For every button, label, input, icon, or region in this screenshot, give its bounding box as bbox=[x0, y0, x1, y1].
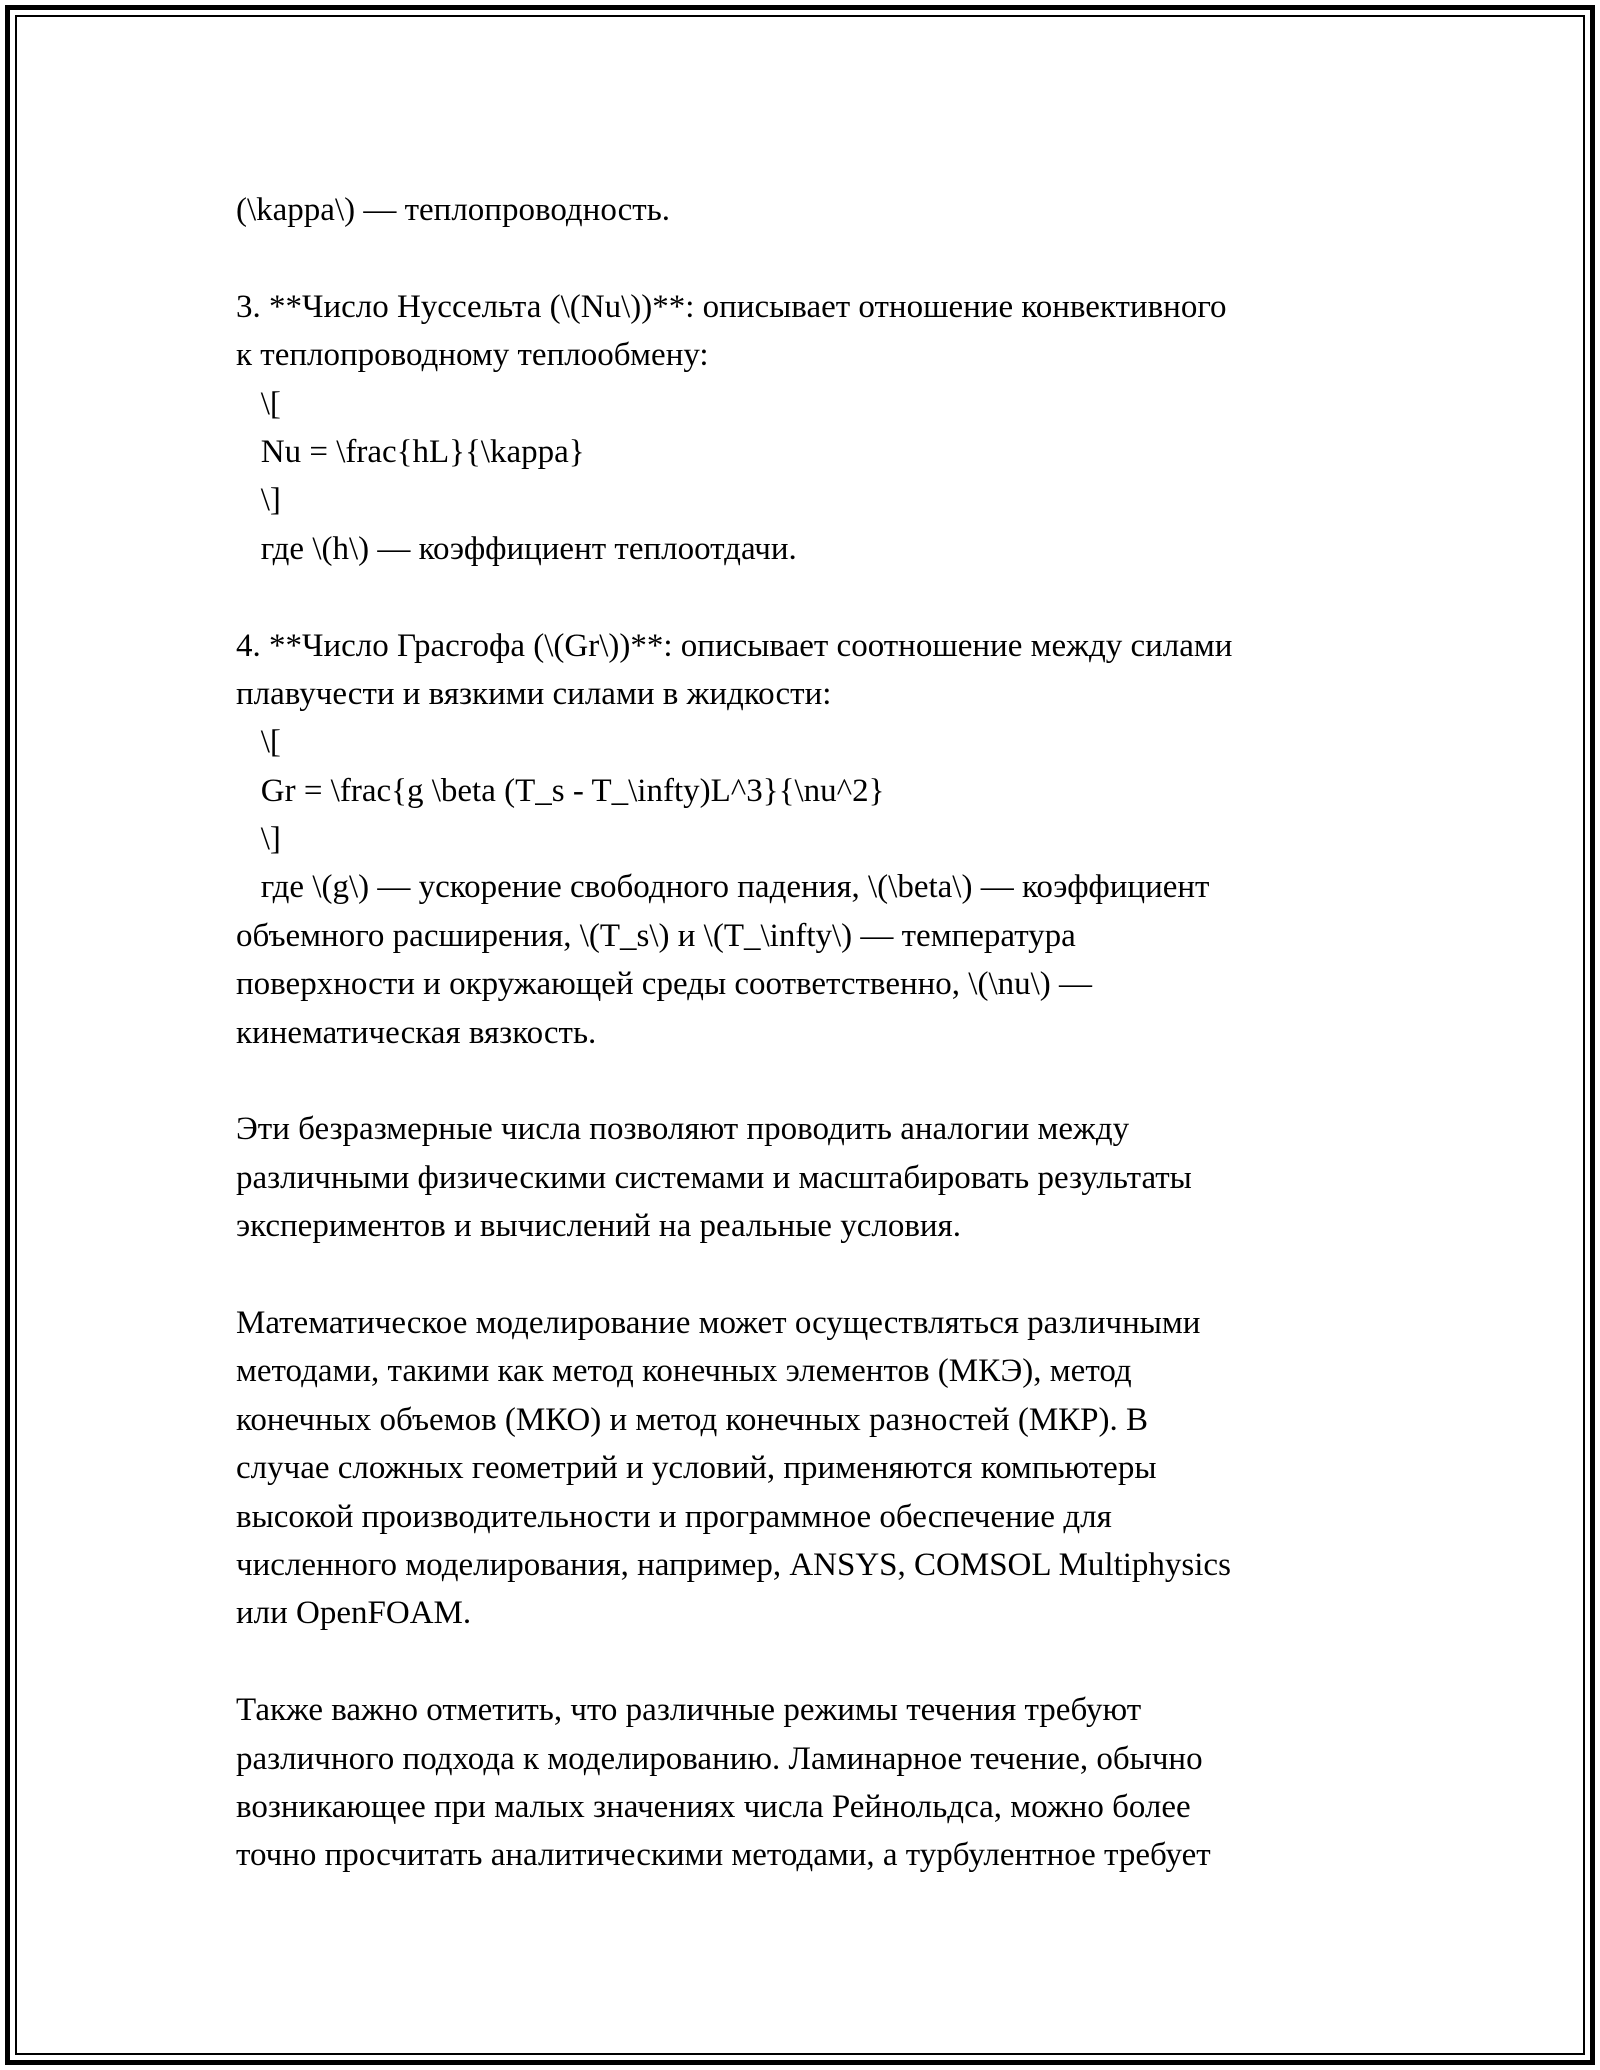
text-line: возникающее при малых значениях числа Рейнольдса, можно более bbox=[236, 1788, 1191, 1825]
text-line: высокой производительности и программное обеспечение для bbox=[236, 1498, 1112, 1535]
paragraph-gap bbox=[236, 1638, 1366, 1686]
text-line: или OpenFOAM. bbox=[236, 1595, 472, 1632]
text-line: поверхности и окружающей среды соответственно, \(\nu\) — bbox=[236, 966, 1093, 1003]
text-line: 4. **Число Грасгофа (\(Gr\))**: описывает соотношение между силами bbox=[236, 627, 1233, 664]
text-line: случае сложных геометрий и условий, применяются компьютеры bbox=[236, 1450, 1157, 1487]
paragraph-gap bbox=[236, 1057, 1366, 1105]
text-line: где \(h\) — коэффициент теплоотдачи. bbox=[236, 530, 797, 567]
paragraph-gap bbox=[236, 234, 1366, 282]
text-line: объемного расширения, \(T_s\) и \(T_\infty\) — температура bbox=[236, 917, 1076, 954]
text-line: 3. **Число Нуссельта (\(Nu\))**: описывает отношение конвективного bbox=[236, 288, 1227, 325]
document-text bbox=[236, 186, 1366, 1880]
formula-line: \[ bbox=[236, 724, 281, 761]
text-line: Эти безразмерные числа позволяют проводить аналогии между bbox=[236, 1111, 1130, 1148]
formula-line: \] bbox=[236, 821, 281, 858]
text-line: численного моделирования, например, ANSYS, COMSOL Multiphysics bbox=[236, 1546, 1231, 1583]
formula-line: \] bbox=[236, 482, 281, 519]
text-line: точно просчитать аналитическими методами, а турбулентное требует bbox=[236, 1837, 1211, 1874]
text-line: конечных объемов (МКО) и метод конечных разностей (МКР). В bbox=[236, 1401, 1149, 1438]
text-line: экспериментов и вычислений на реальные условия. bbox=[236, 1208, 961, 1245]
text-line: к теплопроводному теплообмену: bbox=[236, 337, 709, 374]
paragraph-gap bbox=[236, 573, 1366, 621]
text-line: кинематическая вязкость. bbox=[236, 1014, 597, 1051]
text-line: Математическое моделирование может осуществляться различными bbox=[236, 1304, 1201, 1341]
formula-line: \[ bbox=[236, 385, 281, 422]
text-line: где \(g\) — ускорение свободного падения, \(\beta\) — коэффициент bbox=[236, 869, 1210, 906]
paragraph-gap bbox=[236, 1251, 1366, 1299]
formula-line: Nu = \frac{hL}{\kappa} bbox=[236, 433, 585, 470]
text-line: (\kappa\) — теплопроводность. bbox=[236, 192, 671, 228]
formula-line: Gr = \frac{g \beta (T_s - T_\infty)L^3}{\nu^2} bbox=[236, 772, 885, 809]
text-line: плавучести и вязкими силами в жидкости: bbox=[236, 675, 832, 712]
text-line: методами, такими как метод конечных элементов (МКЭ), метод bbox=[236, 1353, 1132, 1390]
text-line: Также важно отметить, что различные режимы течения требуют bbox=[236, 1692, 1142, 1729]
text-line: различного подхода к моделированию. Ламинарное течение, обычно bbox=[236, 1740, 1203, 1777]
text-line: различными физическими системами и масштабировать результаты bbox=[236, 1159, 1192, 1196]
